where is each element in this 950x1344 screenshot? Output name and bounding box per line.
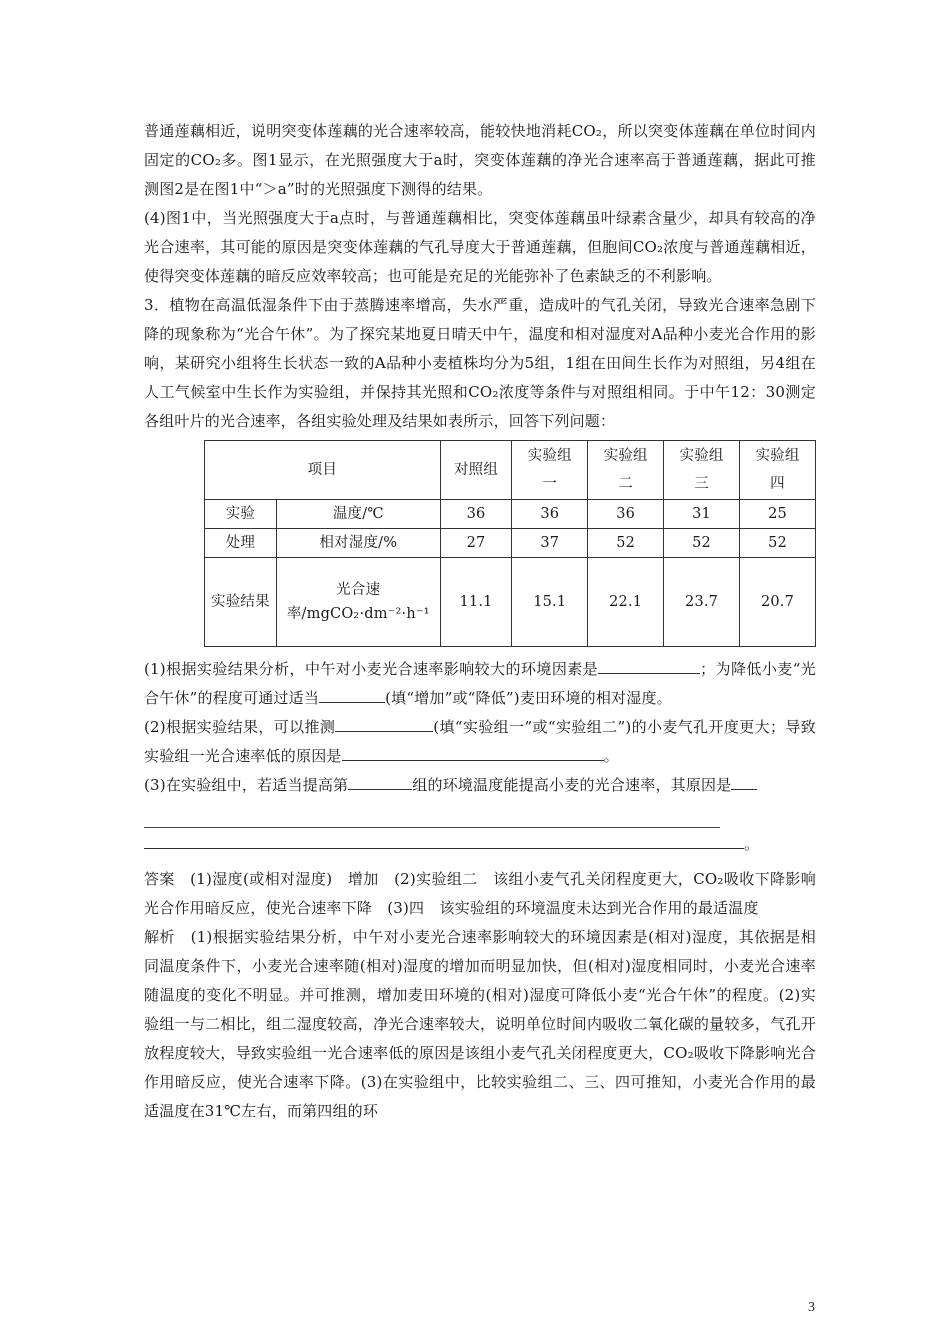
table-cell: 36 bbox=[588, 500, 664, 529]
table-cell: 37 bbox=[512, 529, 588, 558]
table-cell: 22.1 bbox=[588, 558, 664, 647]
paragraph-point-4: (4)图1中，当光照强度大于a点时，与普通莲藕相比，突变体莲藕虽叶绿素含量少，却具有较高的净光合速率，其可能的原因是突变体莲藕的气孔导度大于普通莲藕，但胞间CO₂浓度与普通莲藕相近，使得突变体莲藕的暗反应效率较高；也可能是充足的光能弥补了色素缺乏的不利影响。 bbox=[144, 209, 816, 285]
page-number: 3 bbox=[808, 1300, 815, 1315]
answer-blank[interactable] bbox=[144, 832, 744, 849]
row-label-humidity: 相对湿度/% bbox=[276, 529, 440, 558]
table-cell: 25 bbox=[740, 500, 816, 529]
table-header-exp4: 实验组四 bbox=[740, 441, 816, 500]
table-header-item: 项目 bbox=[205, 441, 441, 500]
answer-blank[interactable] bbox=[342, 744, 604, 761]
question-3-stem: 3．植物在高温低湿条件下由于蒸腾速率增高，失水严重，造成叶的气孔关闭，导致光合速率急剧下降的现象称为“光合午休”。为了探究某地夏日晴天中午，温度和相对湿度对A品种小麦光合作用的影响，某研究小组将生长状态一致的A品种小麦植株均分为5组，1组在田间生长作为对照组，另4组在人工气候室中生长作为实验组，并保持其光照和CO₂浓度等条件与对照组相同。于中午12：30测定各组叶片的光合速率，各组实验处理及结果如表所示，回答下列问题： bbox=[144, 296, 816, 430]
table-cell: 23.7 bbox=[664, 558, 740, 647]
paragraph-continuation: 普通莲藕相近，说明突变体莲藕的光合速率较高，能较快地消耗CO₂，所以突变体莲藕在单位时间内固定的CO₂多。图1显示，在光照强度大于a时，突变体莲藕的净光合速率高于普通莲藕，据此可推测图2是在图1中“＞a”时的光照强度下测得的结果。 bbox=[144, 122, 816, 198]
sub-question-3: (3)在实验组中，若适当提高第 组的环境温度能提高小麦的光合速率，其原因是 bbox=[144, 771, 816, 800]
table-header-control: 对照组 bbox=[440, 441, 512, 500]
page-content bbox=[144, 117, 816, 1126]
answer-blank[interactable] bbox=[335, 715, 433, 732]
sub-question-1: (1)根据实验结果分析，中午对小麦光合速率影响较大的环境因素是 ；为降低小麦“光合午休”的程度可通过适当 (填“增加”或“降低”)麦田环境的相对湿度。 bbox=[144, 655, 816, 713]
experiment-table bbox=[204, 440, 816, 647]
answer-blank[interactable] bbox=[731, 773, 757, 790]
table-header-exp1: 实验组一 bbox=[512, 441, 588, 500]
table-cell: 11.1 bbox=[440, 558, 512, 647]
table-row-result bbox=[205, 558, 816, 647]
table-cell: 36 bbox=[512, 500, 588, 529]
table-cell: 52 bbox=[664, 529, 740, 558]
table-cell: 20.7 bbox=[740, 558, 816, 647]
table-header-exp3: 实验组三 bbox=[664, 441, 740, 500]
row-label-treatment-1: 实验 bbox=[205, 500, 277, 529]
table-row-humidity bbox=[205, 529, 816, 558]
row-label-treatment-2: 处理 bbox=[205, 529, 277, 558]
table-cell: 27 bbox=[440, 529, 512, 558]
row-label-temperature: 温度/℃ bbox=[276, 500, 440, 529]
table-cell: 52 bbox=[588, 529, 664, 558]
answer-block: 答案 (1)湿度(或相对湿度) 增加 (2)实验组二 该组小麦气孔关闭程度更大，CO₂吸收下降影响光合作用暗反应，使光合速率下降 (3)四 该实验组的环境温度未达到光合作用的最适温度 bbox=[144, 870, 816, 917]
table-cell: 31 bbox=[664, 500, 740, 529]
answer-blank[interactable] bbox=[319, 686, 385, 703]
table-row-temperature bbox=[205, 500, 816, 529]
answer-blank[interactable] bbox=[348, 773, 412, 790]
table-cell: 36 bbox=[440, 500, 512, 529]
table-header-exp2: 实验组二 bbox=[588, 441, 664, 500]
answer-line-end: 。 bbox=[144, 830, 816, 859]
answer-line[interactable] bbox=[144, 800, 720, 828]
table-cell: 15.1 bbox=[512, 558, 588, 647]
table-header-row bbox=[205, 441, 816, 500]
answer-blank[interactable] bbox=[598, 657, 700, 674]
row-label-result: 实验结果 bbox=[205, 558, 277, 647]
row-label-rate: 光合速率/mgCO₂·dm⁻²·h⁻¹ bbox=[276, 558, 440, 647]
table-cell: 52 bbox=[740, 529, 816, 558]
analysis-block: 解析 (1)根据实验结果分析，中午对小麦光合速率影响较大的环境因素是(相对)湿度，其依据是相同温度条件下，小麦光合速率随(相对)湿度的增加而明显加快，但(相对)湿度相同时，小麦光合速率随温度的变化不明显。并可推测，增加麦田环境的(相对)湿度可降低小麦“光合午休”的程度。(2)实验组一与二相比，组二湿度较高，净光合速率较大，说明单位时间内吸收二氧化碳的量较多，气孔开放程度较大，导致实验组一光合速率低的原因是该组小麦气孔关闭程度更大，CO₂吸收下降影响光合作用暗反应，使光合速率下降。(3)在实验组中，比较实验组二、三、四可推知，小麦光合作用的最适温度在31℃左右，而第四组的环 bbox=[144, 928, 816, 1120]
sub-question-2: (2)根据实验结果，可以推测 (填“实验组一”或“实验组二”)的小麦气孔开度更大；导致实验组一光合速率低的原因是 。 bbox=[144, 713, 816, 771]
